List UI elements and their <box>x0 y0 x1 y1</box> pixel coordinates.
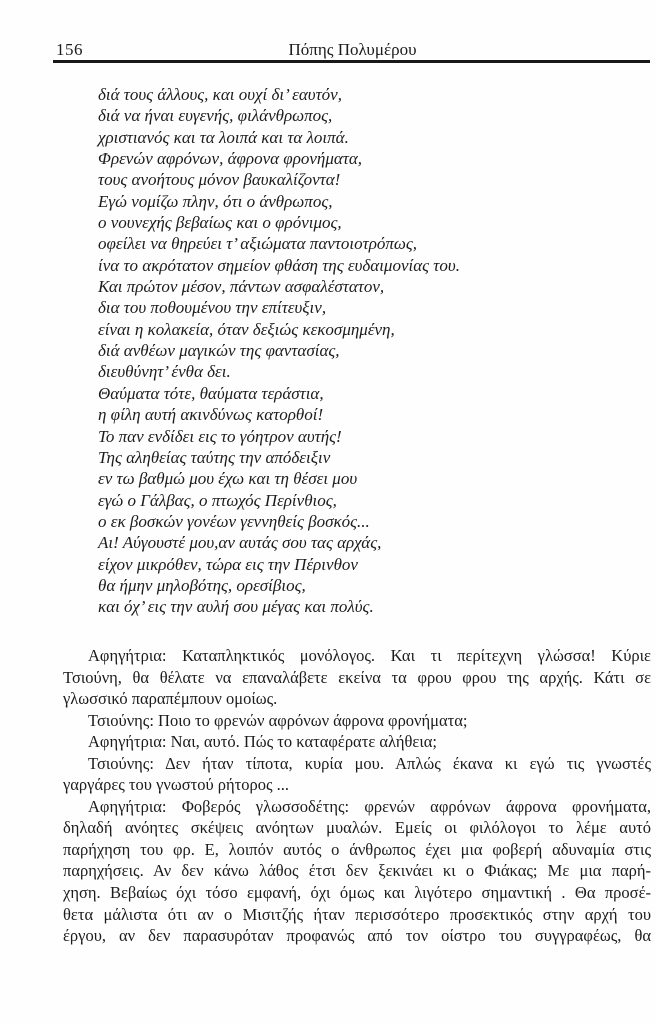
prose-line: χηση. Βεβαίως όχι τόσο εμφανή, όχι όμως και λιγότερο σημαντική . Θα προσέ- <box>63 883 651 903</box>
poem-line: Φρενών αφρόνων, άφρονα φρονήματα, <box>98 149 363 169</box>
poem-line: τους ανοήτους μόνον βαυκαλίζοντα! <box>98 170 341 190</box>
dialogue-paragraph <box>63 796 651 947</box>
poem-line: θα ήμην μηλοβότης, ορεσίβιος, <box>98 575 306 595</box>
dialogue-block <box>63 645 651 947</box>
dialogue-paragraph <box>63 645 651 710</box>
prose-line: γλωσσικό παραπέμπουν ομοίως. <box>63 689 278 709</box>
poem-line: ο εκ βοσκών γονέων γεννηθείς βοσκός... <box>98 511 370 531</box>
prose-line: Τσιούνη, θα θέλατε να επαναλάβετε εκείνα τα φρου φρου της αρχής. Κάτι σε <box>63 667 651 687</box>
prose-line: παρήχηση του φρ. Ε, λοιπόν αυτός ο άνθρωπος έχει μια φοβερή αδυναμία στις <box>63 839 651 859</box>
header-rule <box>53 60 650 63</box>
poem-line: ίνα το ακρότατον σημείον φθάση της ευδαιμονίας του. <box>98 255 460 275</box>
poem-line: διά τους άλλους, και ουχί δι’ εαυτόν, <box>98 85 342 104</box>
poem-line: Το παν ενδίδει εις το γόητρον αυτής! <box>98 426 342 446</box>
running-title: Πόπης Πολυμέρου <box>288 40 417 59</box>
poem-block <box>98 84 617 618</box>
poem-line: εν τω βαθμώ μου έχω και τη θέσει μου <box>98 469 358 489</box>
poem-line: η φίλη αυτή ακινδύνως κατορθοί! <box>98 405 324 425</box>
prose-line: έργου, αν δεν παρασυρόταν προφανώς από τον οίστρο του συγγραφέως, θα <box>63 926 651 946</box>
dialogue-paragraph <box>63 710 651 732</box>
prose-line: Αφηγήτρια: Ναι, αυτό. Πώς το καταφέρατε αλήθεια; <box>88 732 438 752</box>
poem-line: είναι η κολακεία, όταν δεξιώς κεκοσμημένη, <box>98 319 395 339</box>
poem-line: διευθύνητ’ ένθα δει. <box>98 362 231 382</box>
dialogue-paragraph <box>63 753 651 796</box>
prose-line: Αφηγήτρια: Καταπληκτικός μονόλογος. Και τι περίτεχνη γλώσσα! Κύριε <box>88 646 651 665</box>
prose-line: δηλαδή ανόητες σκέψεις ανόητων μυαλών. Εμείς οι φιλόλογοι το λέμε αυτό <box>63 818 651 838</box>
poem-line: ο νουνεχής βεβαίως και ο φρόνιμος, <box>98 213 342 233</box>
prose-line: γαργάρες του γνωστού ρήτορος ... <box>63 775 290 795</box>
poem-line: Αι! Αύγουστέ μου,αν αυτάς σου τας αρχάς, <box>98 533 382 553</box>
prose-line: παρηχήσεις. Αν δεν κάνω λάθος έτσι δεν ξεκινάει κι ο Φιάκας; Με μια παρή- <box>63 861 651 881</box>
poem-line: οφείλει να θηρεύει τ’ αξιώματα παντοιοτρόπως, <box>98 234 418 254</box>
poem-line: διά ανθέων μαγικών της φαντασίας, <box>98 341 340 361</box>
poem-line: Της αληθείας ταύτης την απόδειξιν <box>98 447 331 467</box>
poem-line: είχον μικρόθεν, τώρα εις την Πέρινθον <box>98 554 358 574</box>
poem-line: χριστιανός και τα λοιπά και τα λοιπά. <box>98 127 349 147</box>
prose-line: θετα μάλιστα ότι αν ο Μισιτζής ήταν περισσότερο προσεκτικός στην αρχή του <box>63 904 651 924</box>
prose-line: Αφηγήτρια: Φοβερός γλωσσοδέτης: φρενών αφρόνων άφρονα φρονήματα, <box>88 796 651 816</box>
poem-line: Εγώ νομίζω πλην, ότι ο άνθρωπος, <box>98 191 333 211</box>
prose-line: Τσιούνης: Ποιο το φρενών αφρόνων άφρονα φρονήματα; <box>88 710 468 730</box>
page-number: 156 <box>56 40 83 59</box>
poem-line: εγώ ο Γάλβας, ο πτωχός Περίνθιος, <box>98 490 337 510</box>
poem-line: Θαύματα τότε, θαύματα τεράστια, <box>98 383 324 403</box>
poem-line: δια του ποθουμένου την επίτευξιν, <box>98 298 327 318</box>
poem-line: διά να ήναι ευγενής, φιλάνθρωπος, <box>98 106 333 126</box>
poem-line: και όχ’ εις την αυλή σου μέγας και πολύς. <box>98 597 374 617</box>
page-header <box>56 40 649 60</box>
dialogue-paragraph <box>63 731 651 753</box>
poem-line: Και πρώτον μέσον, πάντων ασφαλέστατον, <box>98 277 385 297</box>
prose-line: Τσιούνης: Δεν ήταν τίποτα, κυρία μου. Απλώς έκανα κι εγώ τις γνωστές <box>88 753 651 773</box>
